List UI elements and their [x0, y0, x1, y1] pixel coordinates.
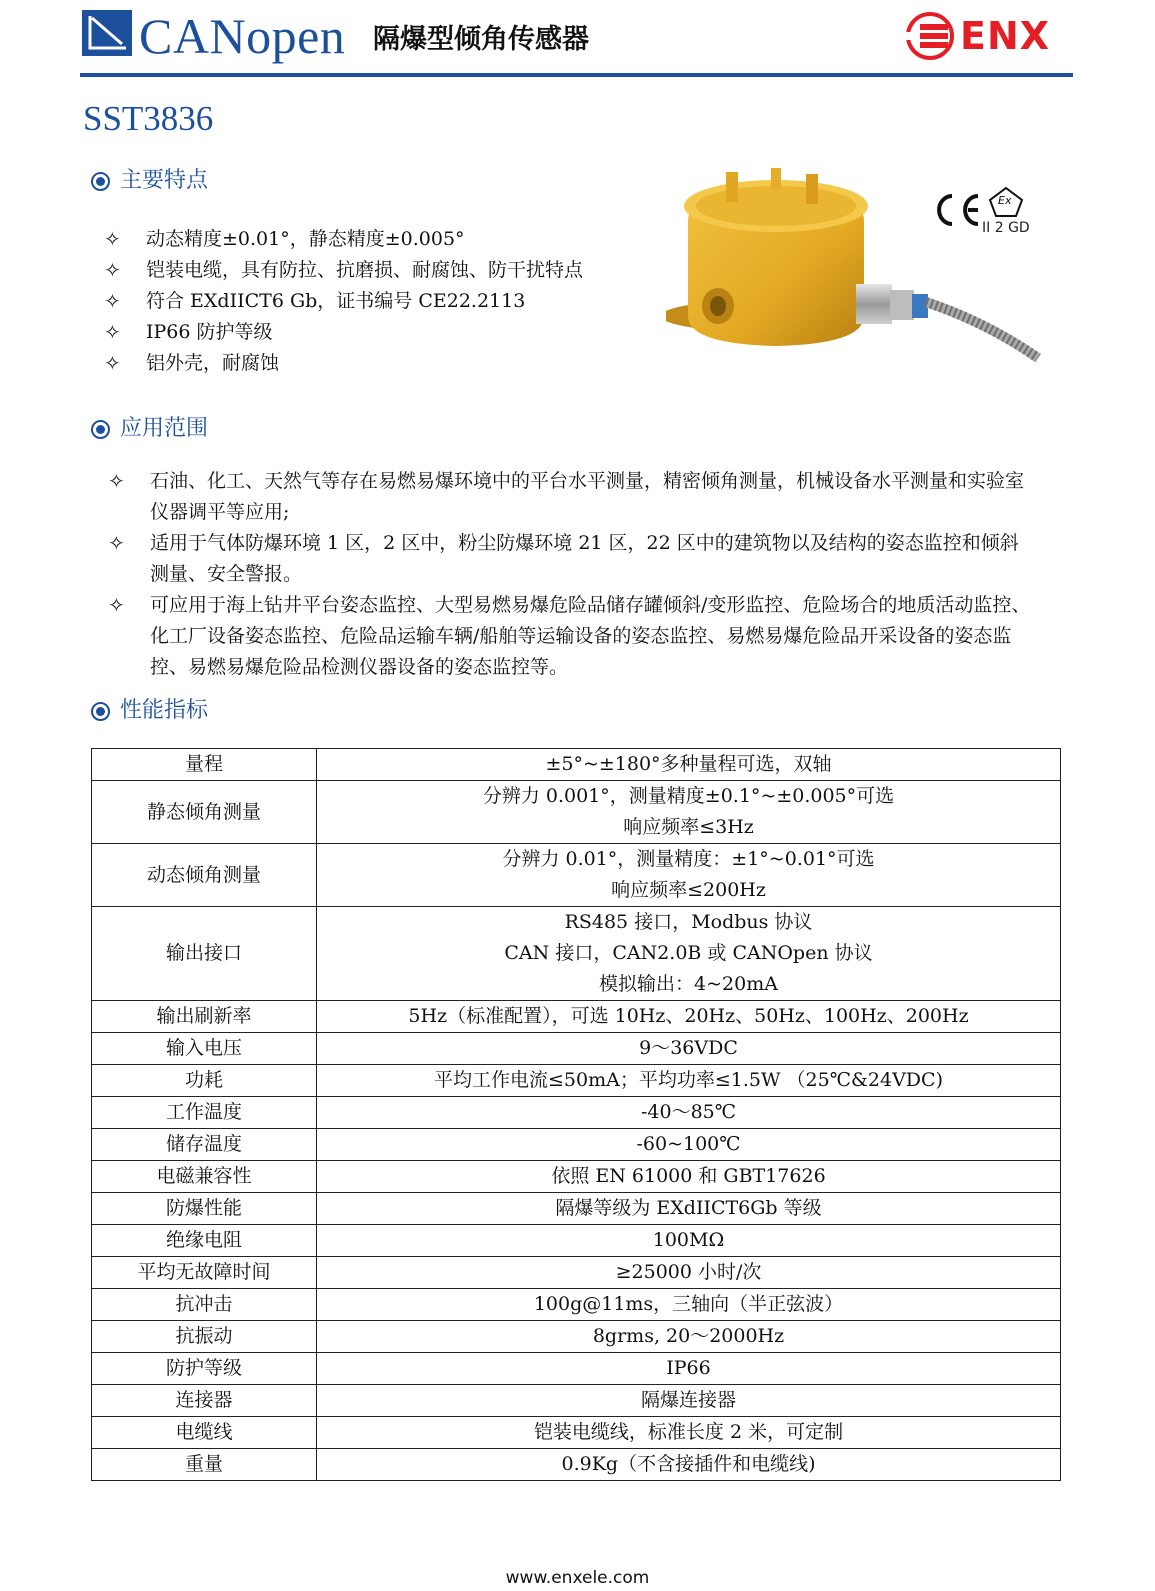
radio-dot-icon [91, 702, 110, 721]
table-row [92, 1193, 1061, 1225]
diamond-star-bullet-icon: ✧ [104, 320, 121, 344]
spec-value-line: 8grms, 20～2000Hz [592, 1325, 785, 1347]
table-row [92, 1129, 1061, 1161]
spec-name: 输入电压 [92, 1033, 317, 1065]
spec-value [317, 844, 1061, 907]
spec-name: 功耗 [92, 1065, 317, 1097]
spec-name: 电缆线 [92, 1417, 317, 1449]
spec-name: 防爆性能 [92, 1193, 317, 1225]
canopen-logo-icon [82, 10, 132, 56]
spec-value [317, 1097, 1061, 1129]
list-item: ✧ 可应用于海上钻井平台姿态监控、大型易燃易爆危险品储存罐倾斜/变形监控、危险场合的地质活动监控、化工厂设备姿态监控、危险品运输车辆/船舶等运输设备的姿态监控、易燃易爆危险品开采设备的姿态监控、易燃易爆危险品检测仪器设备的姿态监控等。 [108, 590, 1048, 683]
spec-value-line: RS485 接口，Modbus 协议 [564, 911, 813, 933]
list-item: ✧ 铠装电缆，具有防拉、抗磨损、耐腐蚀、防干扰特点 [104, 255, 664, 286]
spec-value-line: -40～85℃ [640, 1101, 737, 1123]
table-row [92, 1161, 1061, 1193]
spec-value [317, 781, 1061, 844]
spec-value-line: 100MΩ [652, 1229, 725, 1251]
spec-value-line: 5Hz（标准配置），可选 10Hz、20Hz、50Hz、100Hz、200Hz [408, 1005, 969, 1027]
spec-value [317, 1129, 1061, 1161]
footer-url: www.enxele.com [505, 1568, 650, 1588]
spec-value [317, 1353, 1061, 1385]
spec-value-line: 分辨力 0.01°，测量精度：±1°~0.01°可选 [502, 848, 875, 870]
header-divider [80, 73, 1073, 77]
spec-value-line: 响应频率≤200Hz [611, 879, 766, 901]
spec-name: 动态倾角测量 [92, 844, 317, 907]
spec-name: 防护等级 [92, 1353, 317, 1385]
spec-value-line: 9～36VDC [639, 1037, 738, 1059]
radio-dot-icon [91, 172, 110, 191]
spec-value-line: CAN 接口，CAN2.0B 或 CANOpen 协议 [504, 942, 873, 964]
spec-value-line: 模拟输出：4~20mA [599, 973, 778, 995]
list-item: ✧ 铝外壳，耐腐蚀 [104, 348, 664, 379]
table-row [92, 907, 1061, 1001]
diamond-star-bullet-icon: ✧ [108, 469, 125, 493]
list-item: ✧ 适用于气体防爆环境 1 区，2 区中，粉尘防爆环境 21 区，22 区中的建筑物以及结构的姿态监控和倾斜测量、安全警报。 [108, 528, 1048, 590]
table-row [92, 749, 1061, 781]
diamond-star-bullet-icon: ✧ [108, 531, 125, 555]
spec-name: 抗振动 [92, 1321, 317, 1353]
table-row [92, 1417, 1061, 1449]
spec-value [317, 1321, 1061, 1353]
spec-value [317, 1449, 1061, 1481]
diamond-star-bullet-icon: ✧ [104, 227, 121, 251]
section-title-specs: 性能指标 [91, 696, 208, 726]
spec-name: 储存温度 [92, 1129, 317, 1161]
table-row [92, 1321, 1061, 1353]
certification-marks [932, 186, 1042, 242]
spec-value-line: -60~100℃ [636, 1133, 741, 1155]
spec-value [317, 1257, 1061, 1289]
spec-name: 输出接口 [92, 907, 317, 1001]
spec-value [317, 1289, 1061, 1321]
table-row [92, 1385, 1061, 1417]
table-row [92, 1289, 1061, 1321]
table-row [92, 1353, 1061, 1385]
spec-name: 连接器 [92, 1385, 317, 1417]
document-subtitle: 隔爆型倾角传感器 [373, 24, 589, 55]
table-row [92, 1097, 1061, 1129]
table-row [92, 1001, 1061, 1033]
spec-value-line: IP66 [666, 1357, 711, 1379]
spec-name: 重量 [92, 1449, 317, 1481]
spec-value-line: 100g@11ms，三轴向（半正弦波） [533, 1293, 844, 1315]
spec-value-line: 平均工作电流≤50mA；平均功率≤1.5W （25℃&24VDC) [434, 1069, 943, 1091]
spec-value-line: 隔爆连接器 [640, 1389, 736, 1411]
diamond-star-bullet-icon: ✧ [104, 258, 121, 282]
spec-value-line: 0.9Kg（不含接插件和电缆线) [561, 1453, 816, 1475]
list-item: ✧ 动态精度±0.01°，静态精度±0.005° [104, 224, 664, 255]
spec-value-line: 隔爆等级为 EXdIICT6Gb 等级 [555, 1197, 822, 1219]
table-row [92, 781, 1061, 844]
ex-mark: Ex [998, 194, 1012, 207]
spec-name: 抗冲击 [92, 1289, 317, 1321]
section-title-applications: 应用范围 [91, 414, 208, 444]
table-row [92, 1257, 1061, 1289]
diamond-star-bullet-icon: ✧ [104, 351, 121, 375]
table-row [92, 1033, 1061, 1065]
spec-value-line: 铠装电缆线，标准长度 2 米，可定制 [533, 1421, 844, 1443]
spec-value [317, 907, 1061, 1001]
spec-value-line: 依照 EN 61000 和 GBT17626 [551, 1165, 826, 1187]
spec-value [317, 1065, 1061, 1097]
list-item: ✧ IP66 防护等级 [104, 317, 664, 348]
spec-table [91, 748, 1061, 1481]
spec-value [317, 1385, 1061, 1417]
ce-mark [932, 186, 934, 187]
list-item: ✧ 符合 EXdIICT6 Gb，证书编号 CE22.2113 [104, 286, 664, 317]
spec-value-line: ≥25000 小时/次 [615, 1261, 762, 1283]
spec-value-line: 响应频率≤3Hz [623, 816, 754, 838]
table-row [92, 1449, 1061, 1481]
spec-name: 电磁兼容性 [92, 1161, 317, 1193]
radio-dot-icon [91, 420, 110, 439]
table-row [92, 844, 1061, 907]
applications-list [108, 466, 1048, 683]
spec-value [317, 1193, 1061, 1225]
spec-value-line: 分辨力 0.001°，测量精度±0.1°~±0.005°可选 [482, 785, 895, 807]
spec-value-line: ±5°~±180°多种量程可选，双轴 [545, 753, 832, 775]
spec-value [317, 1001, 1061, 1033]
spec-name: 绝缘电阻 [92, 1225, 317, 1257]
spec-value [317, 749, 1061, 781]
brand-title: CANopen [139, 8, 346, 64]
spec-value [317, 1225, 1061, 1257]
table-row [92, 1065, 1061, 1097]
spec-name: 输出刷新率 [92, 1001, 317, 1033]
spec-name: 工作温度 [92, 1097, 317, 1129]
list-item: ✧ 石油、化工、天然气等存在易燃易爆环境中的平台水平测量，精密倾角测量，机械设备水平测量和实验室仪器调平等应用; [108, 466, 1048, 528]
atex-group-label: II 2 GD [982, 220, 1030, 236]
spec-value [317, 1417, 1061, 1449]
section-title-features: 主要特点 [91, 166, 208, 196]
spec-name: 平均无故障时间 [92, 1257, 317, 1289]
model-number: SST3836 [83, 99, 214, 138]
features-list [104, 224, 664, 379]
diamond-star-bullet-icon: ✧ [104, 289, 121, 313]
spec-value [317, 1033, 1061, 1065]
enx-logo-text: ENX [960, 14, 1051, 58]
diamond-star-bullet-icon: ✧ [108, 593, 125, 617]
spec-name: 量程 [92, 749, 317, 781]
spec-value [317, 1161, 1061, 1193]
table-row [92, 1225, 1061, 1257]
spec-name: 静态倾角测量 [92, 781, 317, 844]
